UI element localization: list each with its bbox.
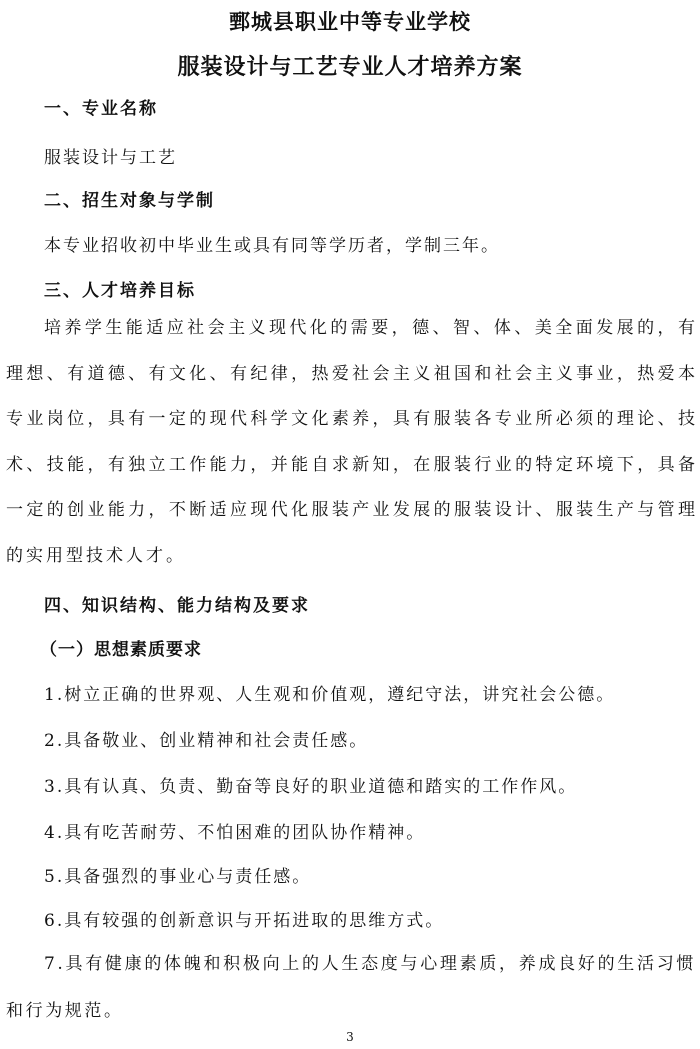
requirement-item-1: 1.树立正确的世界观、人生观和价值观，遵纪守法，讲究社会公德。 xyxy=(44,685,616,705)
section-heading-major-name: 一、专业名称 xyxy=(44,99,158,119)
requirement-item-4: 4.具有吃苦耐劳、不怕困难的团队协作精神。 xyxy=(44,823,426,843)
section-body-major-name: 服装设计与工艺 xyxy=(44,148,177,168)
requirement-item-5: 5.具备强烈的事业心与责任感。 xyxy=(44,867,312,887)
subsection-heading-ideological-quality: （一）思想素质要求 xyxy=(40,640,202,660)
section-heading-enrollment: 二、招生对象与学制 xyxy=(44,191,215,211)
school-title: 鄄城县职业中等专业学校 xyxy=(229,10,471,34)
section-heading-training-goal: 三、人才培养目标 xyxy=(44,281,196,301)
section-heading-knowledge-structure: 四、知识结构、能力结构及要求 xyxy=(44,596,310,616)
section-body-enrollment: 本专业招收初中毕业生或具有同等学历者，学制三年。 xyxy=(44,236,500,256)
requirement-item-7: 7.具有健康的体魄和积极向上的人生态度与心理素质，养成良好的生活习惯和行为规范。 xyxy=(6,954,696,1021)
section-body-training-goal: 培养学生能适应社会主义现代化的需要，德、智、体、美全面发展的，有理想、有道德、有文化、有纪律，热爱社会主义祖国和社会主义事业，热爱本专业岗位，具有一定的现代科学文化素养，具有服装各专业所必须的理论、技术、技能，有独立工作能力，并能自求新知，在服装行业的特定环境下，具备一定的创业能力，不断适应现代化服装产业发展的服装设计、服装生产与管理的实用型技术人才。 xyxy=(6,318,698,566)
requirement-item-2: 2.具备敬业、创业精神和社会责任感。 xyxy=(44,731,369,751)
requirement-item-3: 3.具有认真、负责、勤奋等良好的职业道德和踏实的工作作风。 xyxy=(44,777,578,797)
plan-title: 服装设计与工艺专业人才培养方案 xyxy=(177,55,523,80)
requirement-item-6: 6.具有较强的创新意识与开拓进取的思维方式。 xyxy=(44,911,445,931)
page-number: 3 xyxy=(346,1030,354,1044)
